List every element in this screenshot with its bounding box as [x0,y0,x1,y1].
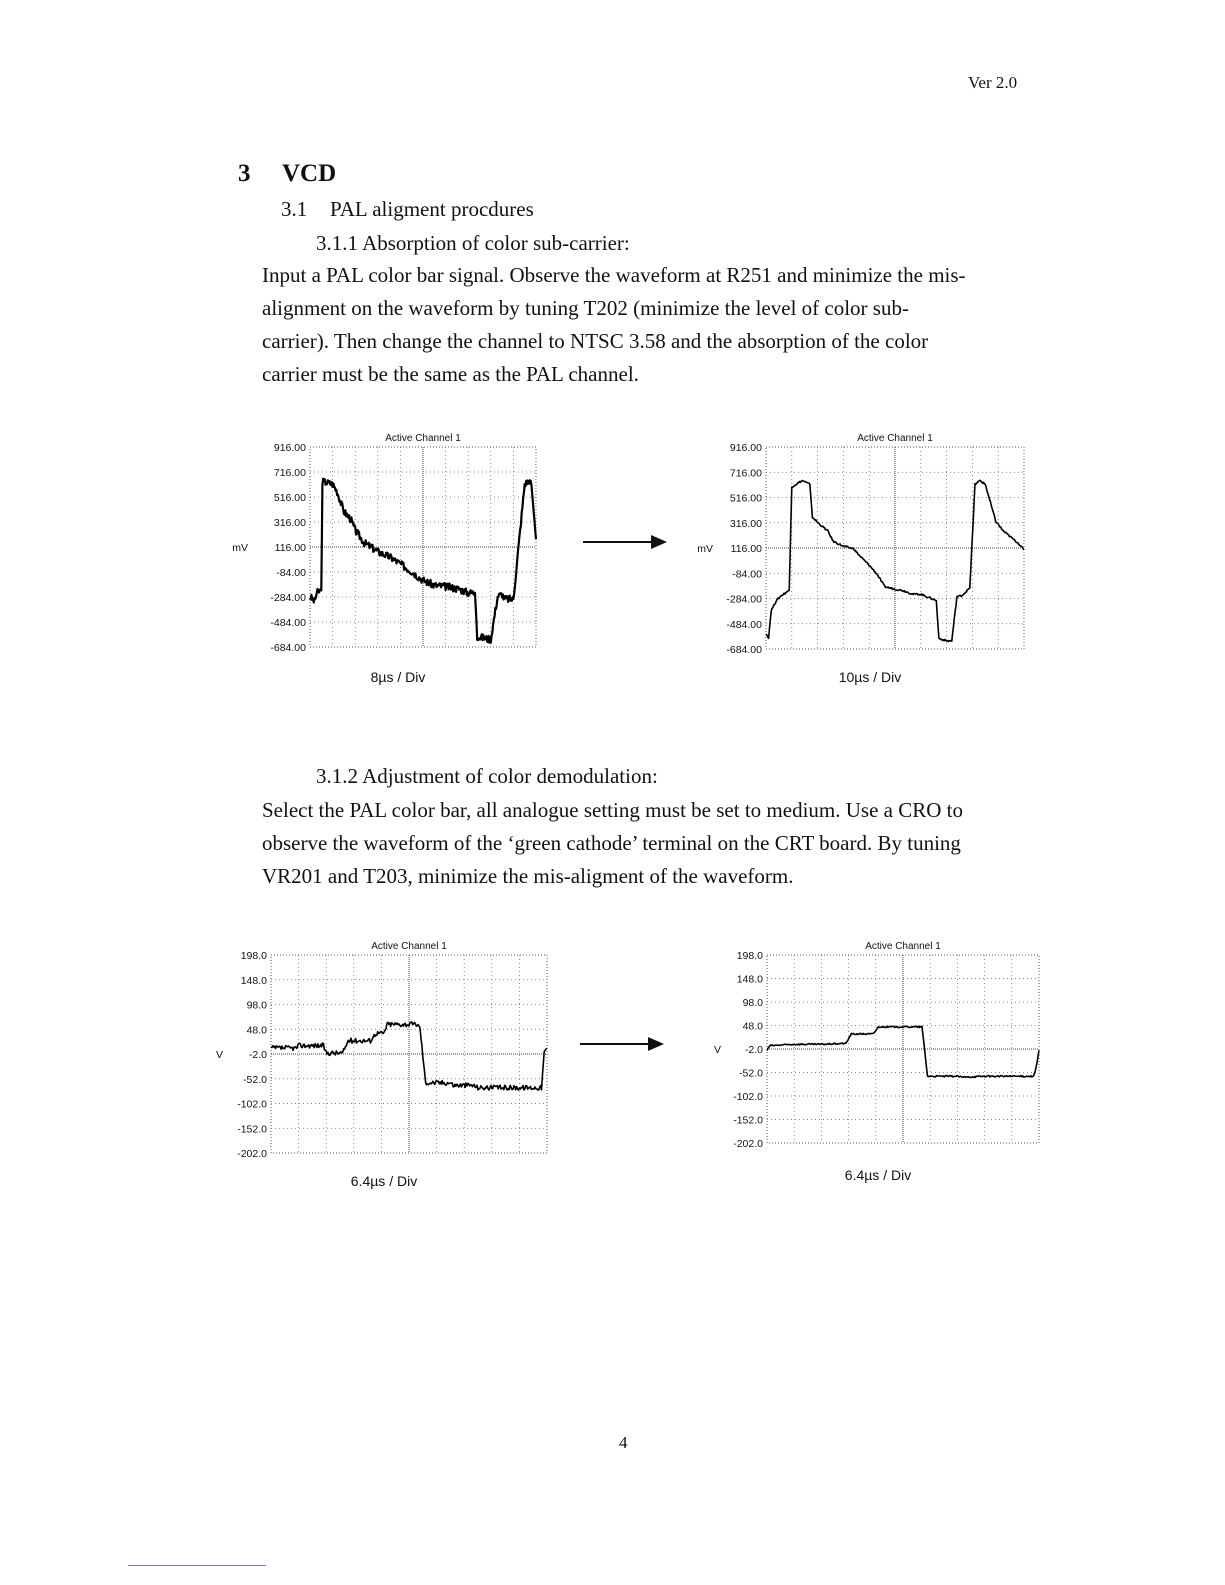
y-tick-label: -2.0 [248,1049,267,1061]
y-tick-label: 516.00 [273,492,306,504]
chart-title: Active Channel 1 [857,433,933,444]
y-unit-label: mV [697,543,713,555]
chart-title: Active Channel 1 [865,941,941,952]
page-number: 4 [619,1433,628,1452]
y-tick-label: -684.00 [270,642,306,654]
y-tick-label: 116.00 [730,543,762,555]
subsection-title: PAL aligment procdures [330,197,534,221]
y-tick-label: 516.00 [729,492,762,505]
x-division-label: 8µs / Div [370,669,426,685]
y-tick-label: 916.00 [729,442,762,454]
y-tick-label: 48.0 [246,1024,267,1037]
y-tick-label: 198.0 [240,950,267,962]
section-title: VCD [282,160,337,187]
arrow-icon [583,532,673,552]
y-tick-label: 916.00 [273,442,306,454]
step2-heading: 3.1.2 Adjustment of color demodulation: [316,764,658,788]
step2-line: VR201 and T203, minimize the mis-aligment of the waveform. [262,864,794,888]
scope-chart-pal-absorption-before [225,420,555,695]
x-division-label: 6.4µs / Div [350,1173,418,1189]
y-tick-label: -2.0 [744,1044,763,1056]
y-tick-label: -102.0 [237,1098,267,1111]
y-tick-label: -484.00 [726,618,762,631]
subsection-number: 3.1 [281,197,308,221]
y-unit-label: V [215,1049,223,1061]
step1-line: Input a PAL color bar signal. Observe the waveform at R251 and minimize the mis- [262,263,966,287]
chart-grid [271,955,547,1153]
y-tick-label: 98.0 [742,997,763,1009]
scope-chart-demodulation-before [205,928,560,1198]
y-tick-label: 316.00 [729,517,762,530]
y-tick-label: -202.0 [237,1148,267,1160]
y-tick-label: 148.0 [240,974,267,987]
y-tick-label: -284.00 [270,592,306,604]
y-tick-label: 116.00 [274,542,306,554]
step1-paragraph [262,259,1052,391]
chart-title: Active Channel 1 [371,941,447,952]
y-tick-label: -102.0 [733,1091,763,1103]
chart-grid [767,955,1039,1143]
y-tick-label: -484.00 [270,617,306,629]
y-unit-label: mV [232,542,248,554]
section-number: 3 [238,160,251,187]
y-tick-label: 148.0 [736,973,763,986]
y-tick-label: 48.0 [742,1020,763,1033]
step1-line: carrier must be the same as the PAL channel. [262,362,639,386]
y-tick-label: -202.0 [733,1138,763,1150]
y-tick-label: -284.00 [726,593,762,606]
scope-chart-pal-absorption-after [690,420,1035,695]
y-tick-label: -84.00 [276,567,306,579]
x-division-label: 10µs / Div [838,669,902,685]
y-tick-label: 316.00 [273,517,306,529]
step1-line: alignment on the waveform by tuning T202 (minimize the level of color sub- [262,296,909,320]
footer-divider [128,1565,266,1566]
arrow-icon [580,1034,670,1054]
y-tick-label: -152.0 [237,1123,267,1136]
y-tick-label: 716.00 [273,467,306,479]
step1-heading: 3.1.1 Absorption of color sub-carrier: [316,231,630,255]
step2-line: Select the PAL color bar, all analogue setting must be set to medium. Use a CRO to [262,798,963,822]
y-unit-label: V [713,1044,721,1056]
y-tick-label: -52.0 [739,1067,763,1080]
y-tick-label: -52.0 [243,1073,267,1086]
y-tick-label: -152.0 [733,1114,763,1127]
chart-title: Active Channel 1 [385,433,461,444]
step2-paragraph [262,794,1052,893]
scope-chart-demodulation-after [705,928,1050,1193]
y-tick-label: 98.0 [246,999,267,1012]
step1-line: carrier). Then change the channel to NTSC 3.58 and the absorption of the color [262,329,929,353]
chart-grid [766,447,1024,649]
y-tick-label: 716.00 [729,467,762,480]
y-tick-label: 198.0 [736,950,763,962]
x-division-label: 6.4µs / Div [844,1167,912,1183]
version-label: Ver 2.0 [968,73,1018,92]
step2-line: observe the waveform of the ‘green cathode’ terminal on the CRT board. By tuning [262,831,961,855]
y-tick-label: -684.00 [726,644,762,656]
y-tick-label: -84.00 [732,568,762,581]
chart-grid [310,447,536,647]
